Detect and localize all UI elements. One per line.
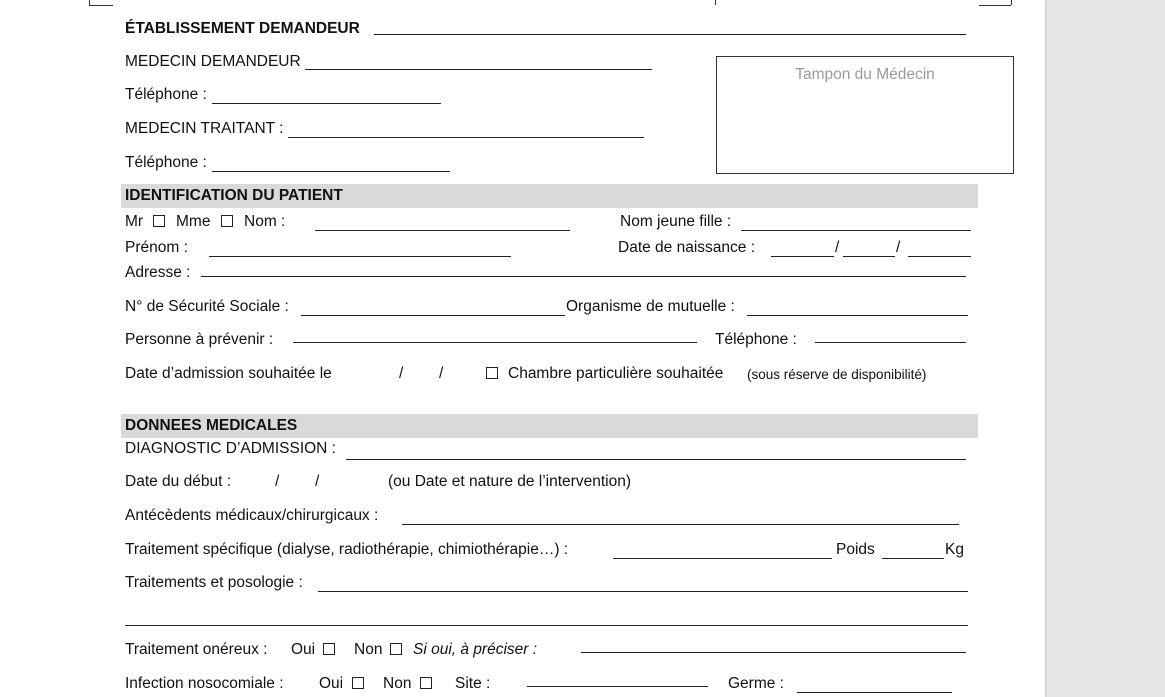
birthdate-label: Date de naissance :: [618, 239, 756, 256]
start-date-label: Date du début :: [125, 473, 231, 490]
name-field[interactable]: [315, 230, 570, 231]
mr-checkbox[interactable]: [153, 215, 165, 227]
nosocomial-infection-label: Infection nosocomiale :: [125, 675, 284, 692]
frame-tick: [1011, 0, 1012, 5]
start-date-slash: /: [315, 473, 320, 490]
germ-label: Germe :: [728, 675, 784, 692]
patient-section-title: IDENTIFICATION DU PATIENT: [125, 187, 343, 204]
birthdate-slash: /: [896, 239, 901, 256]
frame-tick: [715, 0, 716, 5]
weight-label: Poids: [836, 541, 875, 558]
private-room-label: Chambre particulière souhaitée: [508, 365, 724, 382]
specify-label: Si oui, à préciser :: [413, 641, 538, 658]
mme-checkbox[interactable]: [221, 215, 233, 227]
infection-no-label: Non: [383, 675, 412, 692]
costly-yes-label: Oui: [291, 641, 316, 658]
diagnosis-field[interactable]: [346, 459, 966, 460]
infection-yes-label: Oui: [319, 675, 344, 692]
history-field[interactable]: [402, 524, 959, 525]
mutual-field[interactable]: [747, 315, 968, 316]
costly-treatment-label: Traitement onéreux :: [125, 641, 268, 658]
birth-day-field[interactable]: [771, 256, 834, 257]
address-label: Adresse :: [125, 264, 191, 281]
requesting-doctor-label: MEDECIN DEMANDEUR: [125, 53, 301, 70]
birthdate-slash: /: [835, 239, 840, 256]
treating-doctor-label: MEDECIN TRAITANT :: [125, 120, 284, 137]
treating-phone-field[interactable]: [212, 171, 450, 172]
firstname-label: Prénom :: [125, 239, 188, 256]
history-label: Antécèdents médicaux/chirurgicaux :: [125, 507, 379, 524]
contact-person-label: Personne à prévenir :: [125, 331, 274, 348]
infection-no-checkbox[interactable]: [420, 677, 432, 689]
frame-tick: [89, 5, 113, 6]
name-label: Nom :: [244, 213, 286, 230]
costly-no-label: Non: [354, 641, 383, 658]
medical-section-title: DONNEES MEDICALES: [125, 417, 298, 434]
infection-yes-checkbox[interactable]: [352, 677, 364, 689]
stamp-label: Tampon du Médecin: [795, 66, 935, 83]
address-field[interactable]: [201, 276, 966, 277]
birth-year-field[interactable]: [908, 256, 971, 257]
ssn-field[interactable]: [301, 315, 565, 316]
maiden-name-field[interactable]: [741, 230, 971, 231]
doctor-phone-label: Téléphone :: [125, 86, 207, 103]
private-room-note: (sous réserve de disponibilité): [747, 367, 927, 382]
mme-label: Mme: [176, 213, 211, 230]
dosage-label: Traitements et posologie :: [125, 574, 303, 591]
admission-date-slash: /: [439, 365, 444, 382]
admission-date-slash: /: [399, 365, 404, 382]
ssn-label: N° de Sécurité Sociale :: [125, 298, 289, 315]
site-field[interactable]: [527, 686, 708, 687]
costly-yes-checkbox[interactable]: [323, 643, 335, 655]
dosage-field-continued[interactable]: [125, 625, 968, 626]
weight-unit: Kg: [945, 541, 964, 558]
mutual-label: Organisme de mutuelle :: [566, 298, 735, 315]
requesting-doctor-field[interactable]: [305, 69, 652, 70]
specific-treatment-label: Traitement spécifique (dialyse, radiothérapie, chimiothérapie…) :: [125, 541, 569, 558]
treating-phone-label: Téléphone :: [125, 154, 207, 171]
dosage-field[interactable]: [318, 591, 968, 592]
costly-no-checkbox[interactable]: [390, 643, 402, 655]
establishment-label: ÉTABLISSEMENT DEMANDEUR: [125, 20, 360, 37]
specify-field[interactable]: [581, 652, 966, 653]
doctor-phone-field[interactable]: [212, 103, 441, 104]
contact-phone-label: Téléphone :: [715, 331, 797, 348]
establishment-field[interactable]: [374, 34, 966, 35]
treating-doctor-field[interactable]: [288, 137, 644, 138]
birth-month-field[interactable]: [843, 256, 895, 257]
frame-tick: [979, 5, 1011, 6]
private-room-checkbox[interactable]: [486, 367, 498, 379]
maiden-name-label: Nom jeune fille :: [620, 213, 732, 230]
contact-phone-field[interactable]: [815, 342, 966, 343]
specific-treatment-field[interactable]: [613, 558, 832, 559]
start-date-slash: /: [275, 473, 280, 490]
mr-label: Mr: [125, 213, 144, 230]
firstname-field[interactable]: [209, 256, 511, 257]
contact-person-field[interactable]: [293, 342, 697, 343]
start-date-note: (ou Date et nature de l’intervention): [388, 473, 631, 490]
admission-date-label: Date d’admission souhaitée le: [125, 365, 332, 382]
doctor-stamp-box: [716, 56, 1014, 174]
site-label: Site :: [455, 675, 491, 692]
weight-field[interactable]: [882, 558, 944, 559]
germ-field[interactable]: [797, 692, 952, 693]
diagnosis-label: DIAGNOSTIC D’ADMISSION :: [125, 440, 336, 457]
